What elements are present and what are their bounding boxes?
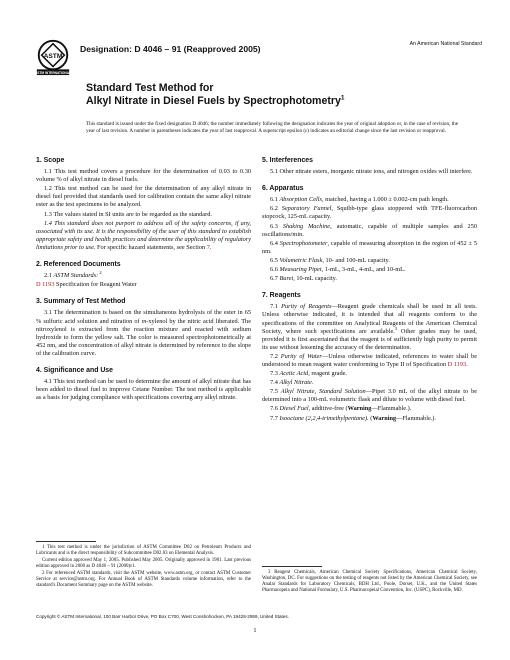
astm-logo-icon — [34, 38, 72, 76]
para-5-1: 5.1 Other nitrate esters, inorganic nitrate ions, and nitrogen oxides will interfere. — [270, 168, 473, 176]
para-7-7: 7.7 Isooctane (2,2,4-trimethylpentane). (Warning—Flammable.). — [270, 414, 436, 422]
footnotes-left — [36, 545, 251, 589]
para-6-7: 6.7 Buret, 10-mL capacity. — [270, 275, 337, 283]
para-3-1: 3.1 The determination is based on the simultaneous hydrolysis of the ester in 65 % sulfuric acid solution and nitration of m-xylenol by the nitric acid liberated. The nitroxylenol is extracted from the reaction mixture and reacted with sodium hydroxide to form the yellow salt. The color is measured spectrophotometrically at 452 nm, and the concentration of alkyl nitrate is determined by reference to the slope of the calibration curve. — [36, 309, 252, 357]
para-1-2: 1.2 This test method can be used for the determination of any alkyl nitrate in diesel fuel provided that standards used for calibration contain the same alkyl nitrate ester as the test specimens to be analyzed. — [36, 185, 251, 209]
reference-d1193: D 1193 Specification for Reagent Water — [36, 281, 137, 289]
right-column — [262, 155, 477, 424]
footnotes-right — [262, 570, 477, 595]
designation: Designation: D 4046 – 91 (Reapproved 2005) — [80, 44, 261, 54]
section-heading-summary: 3. Summary of Test Method — [36, 298, 126, 306]
para-7-2: 7.2 Purity of Water—Unless otherwise indicated, references to water shall be understood to mean reagent water conforming to Type II of Specification D 1193. — [262, 352, 477, 368]
para-6-5: 6.5 Volumetric Flask, 10- and 100-mL capacity. — [270, 256, 390, 264]
para-6-3: 6.3 Shaking Machine, automatic, capable of multiple samples and 250 oscillations/min. — [262, 222, 477, 238]
left-column — [36, 155, 251, 403]
footnote-divider-right — [262, 566, 322, 567]
para-1-1: 1.1 This test method covers a procedure for the determination of 0.03 to 0.30 volume % of alkyl nitrate in diesel fuels. — [36, 168, 251, 184]
para-6-6: 6.6 Measuring Pipet, 1-mL, 3-mL, 4-mL, and 10-mL. — [270, 266, 406, 274]
section-heading-interferences: 5. Interferences — [262, 157, 313, 164]
svg-text:ASTM INTERNATIONAL: ASTM INTERNATIONAL — [34, 70, 72, 75]
d1193-link-2[interactable]: D 1193 — [447, 360, 467, 368]
para-7-5: 7.5 Alkyl Nitrate, Standard Solution—Pipet 3.0 mL of the alkyl nitrate to be determined into a 100-mL volumetric flask and dilute to volume with diesel fuel. — [262, 388, 478, 404]
footnote-2: 2 For referenced ASTM standards, visit the ASTM website, www.astm.org, or contact ASTM Customer Service at service@astm.org. For Annual Book of ASTM Standards volume information, refer to the standard's Document Summary page on the ASTM website. — [36, 570, 251, 588]
d1193-link[interactable]: D 1193 — [36, 281, 55, 289]
para-6-1: 6.1 Absorption Cells, matched, having a 1.000 ± 0.002-cm path length. — [270, 196, 449, 204]
para-7-4: 7.4 Alkyl Nitrate. — [270, 379, 314, 387]
footnote-3: 3 Reagent Chemicals, American Chemical Society Specifications, American Chemical Society, Washington, DC. For suggestions on the testing of reagents not listed by the American Chemical Society, see Analar Standards for Laboratory Chemicals, BDH Ltd., Poole, Dorset, U.K., and the United States Pharmacopeia and National Formulary, U.S. Pharmacopeial Convention, Inc. (USPC), Rockville, MD. — [262, 570, 477, 594]
para-4-1: 4.1 This test method can be used to determine the amount of alkyl nitrate that has been added to diesel fuel to improve Cetane Number. The test method is applicable as a basis for judging compliance with specifications covering any alkyl nitrate. — [36, 378, 251, 402]
title-line-1: Standard Test Method for — [86, 82, 214, 94]
para-1-3: 1.3 The values stated in SI units are to be regarded as the standard. — [44, 210, 212, 218]
footnote-divider-left — [36, 541, 96, 542]
para-7-6: 7.6 Diesel Fuel, additive-free (Warning—Flammable.). — [270, 405, 412, 413]
svg-text:ASTM: ASTM — [43, 52, 63, 60]
footnote-1: 1 This test method is under the jurisdiction of ASTM Committee D02 on Petroleum Products and Lubricants and is the direct responsibility of Subcommittee D02.03 on Elemental Analysis. — [36, 545, 251, 557]
document-title — [86, 82, 345, 107]
para-7-1: 7.1 Purity of Reagents—Reagent grade chemicals shall be used in all tests. Unless otherwise indicated, it is intended that all reagents conform to the specifications of the committee on Analytical Reagents of the American Chemical Society, where such specifications are available.$^3$ Other grades may be used, provided it is first ascertained that the reagent is of sufficiently high purity to permit its use without lessening the accuracy of the determination. — [262, 303, 477, 351]
para-6-2: 6.2 Separatory Funnel, Squibb-type glass stoppered with TFE-fluorocarbon stopcock, 125-mL capacity. — [262, 205, 477, 221]
section-heading-reagents: 7. Reagents — [262, 292, 301, 300]
para-2-1: 2.1 ASTM Standards: $^2$ — [44, 270, 102, 280]
section-heading-referenced-documents: 2. Referenced Documents — [36, 261, 121, 269]
title-line-2: Alkyl Nitrate in Diesel Fuels by Spectrophotometry$^1$ — [86, 93, 345, 107]
issuance-notice: This standard is issued under the fixed designation D 4046; the number immediately following the designation indicates the year of original adoption or, in the case of revision, the year of last revision. A number in parentheses indicates the year of last reapproval. A superscript epsilon (ε) indicates an editorial change since the last revision or reapproval. — [86, 121, 459, 134]
para-1-4: 1.4 This standard does not purport to address all of the safety concerns, if any, associated with its use. It is the responsibility of the user of this standard to establish appropriate safety and health practices and determine the applicability of regulatory limitations prior to use. For specific hazard statements, see Section 7. — [36, 219, 251, 251]
section-heading-significance: 4. Significance and Use — [36, 366, 113, 374]
para-6-4: 6.4 Spectrophotometer, capable of measuring absorption in the region of 452 ± 5 nm. — [262, 239, 477, 255]
para-7-3: 7.3 Acetic Acid, reagent grade. — [270, 370, 347, 378]
page-number: 1 — [253, 627, 257, 634]
section-heading-apparatus: 6. Apparatus — [262, 185, 304, 193]
copyright-line: Copyright © ASTM International, 100 Barr Harbor Drive, PO Box C700, West Conshohocken, PA 19428-2959, United States. — [36, 614, 289, 619]
section-7-link[interactable]: 7 — [206, 243, 210, 251]
section-heading-scope: 1. Scope — [36, 157, 65, 164]
footnote-1-edition: Current edition approved May 1, 2005. Published May 2005. Originally approved in 1981. Last previous edition approved in 2000 as D 4046 – 91 (2000)ε1. — [36, 557, 251, 569]
organization-label: An American National Standard — [409, 41, 482, 47]
